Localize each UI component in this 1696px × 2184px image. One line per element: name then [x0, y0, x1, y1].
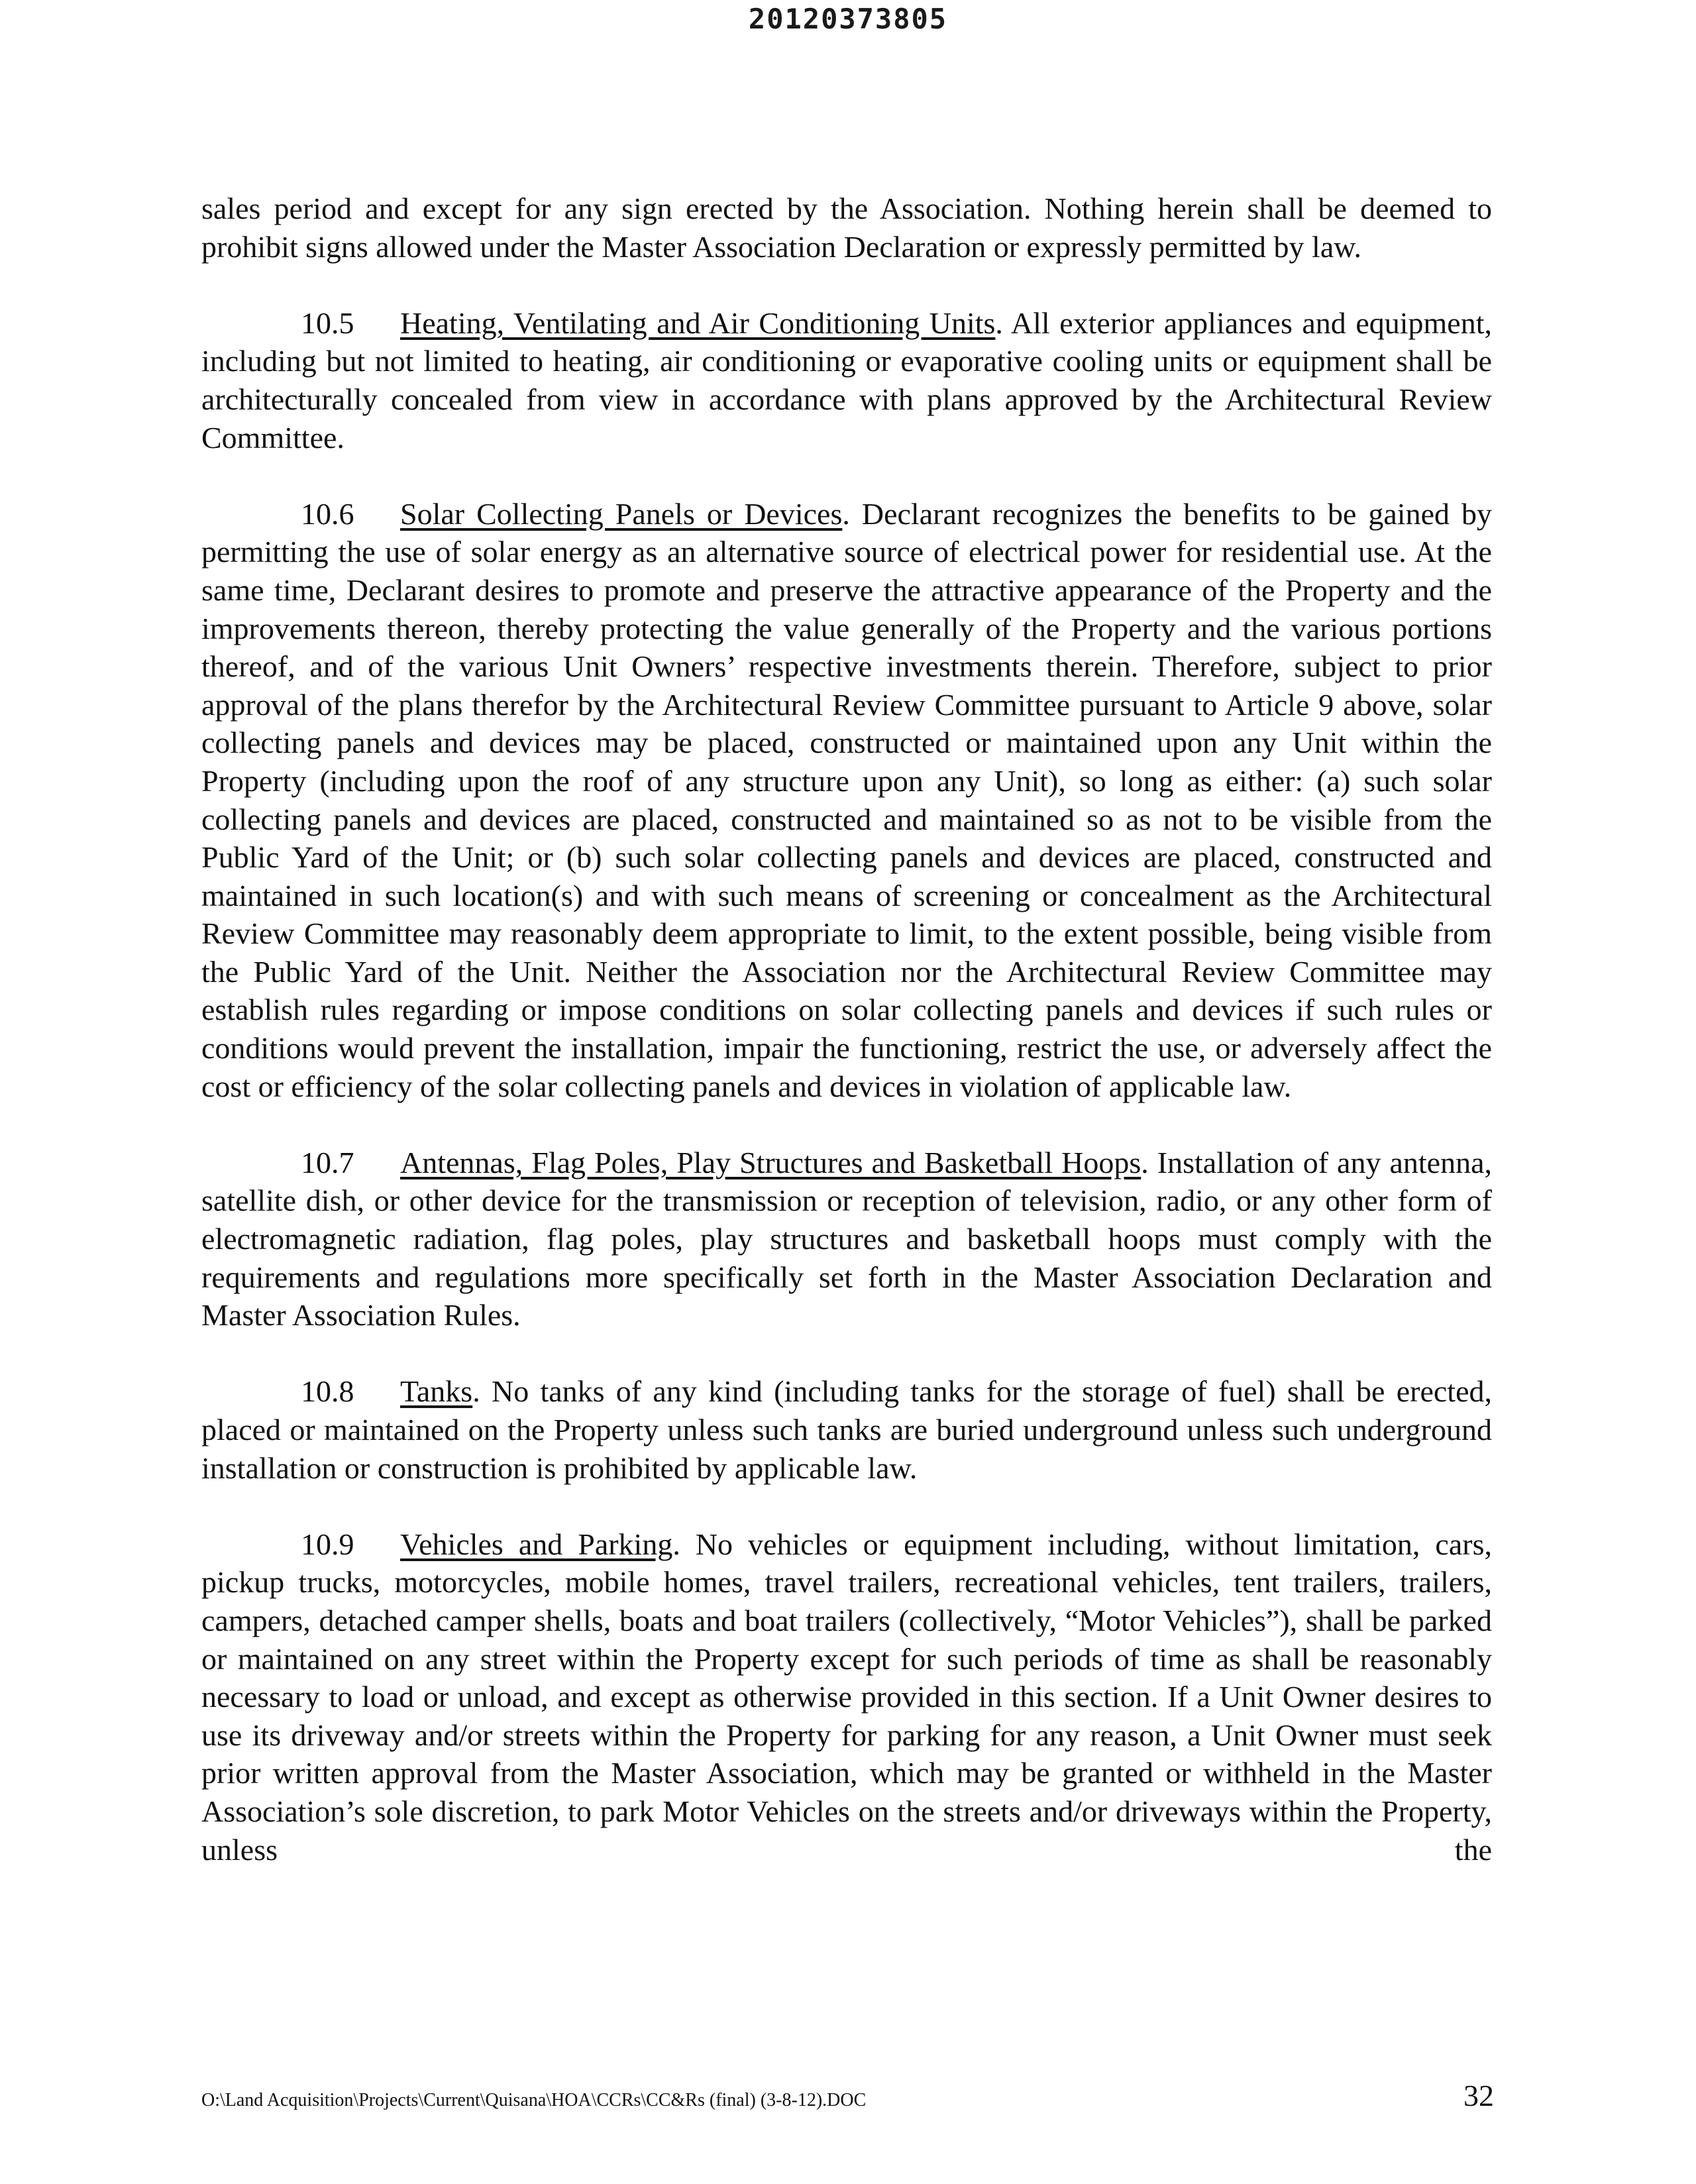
section-10-7	[201, 1144, 1492, 1335]
section-10-9	[201, 1525, 1492, 1869]
section-number: 10.8	[301, 1374, 354, 1409]
section-number: 10.5	[301, 305, 354, 340]
document-number: 20120373805	[748, 3, 948, 35]
section-text: . Declarant recognizes the benefits to be gained by permitting the use of solar energy as an alternative source of electrical power for residential use. At the same time, Declarant desires to promote and preserve the attractive appearance of the Property and the improvements thereon, thereby protecting the value generally of the Property and the various portions thereof, and of the various Unit Owners’ respective investments therein. Therefore, subject to prior approval of the plans therefor by the Architectural Review Committee pursuant to Article 9 above, solar collecting panels and devices may be placed, constructed or maintained upon any Unit within the Property (including upon the roof of any structure upon any Unit), so long as either: (a) such solar collecting panels and devices are placed, constructed and maintained so as not to be visible from the Public Yard of the Unit; or (b) such solar collecting panels and devices are placed, constructed and maintained in such location(s) and with such means of screening or concealment as the Architectural Review Committee may reasonably deem appropriate to limit, to the extent possible, being visible from the Public Yard of the Unit. Neither the Association nor the Architectural Review Committee may establish rules regarding or impose conditions on solar collecting panels and devices if such rules or conditions would prevent the installation, impair the functioning, restrict the use, or adversely affect the cost or efficiency of the solar collecting panels and devices in violation of applicable law.	[201, 496, 1493, 1103]
section-number: 10.7	[301, 1145, 354, 1179]
section-title: Tanks	[400, 1374, 473, 1409]
section-text: . No vehicles or equipment including, without limitation, cars, pickup trucks, motorcycles, mobile homes, travel trailers, recreational vehicles, tent trailers, trailers, campers, detached camper shells, boats and boat trailers (collectively, “Motor Vehicles”), shall be parked or maintained on any street within the Property except for such periods of time as shall be reasonably necessary to load or unload, and except as otherwise provided in this section. If a Unit Owner desires to use its driveway and/or streets within the Property for parking for any reason, a Unit Owner must seek prior written approval from the Master Association, which may be granted or withheld in the Master Association’s sole discretion, to park Motor Vehicles on the streets and/or driveways within the Property, unless the	[201, 1527, 1492, 1867]
section-title: Vehicles and Parking	[400, 1527, 673, 1561]
section-10-8	[201, 1372, 1492, 1487]
section-title: Antennas, Flag Poles, Play Structures and Basketball Hoops	[400, 1145, 1141, 1179]
section-text: . All exterior appliances and equipment, including but not limited to heating, air conditioning or evaporative cooling units or equipment shall be architecturally concealed from view in accordance with plans approved by the Architectural Review Committee.	[201, 305, 1493, 455]
section-number: 10.6	[301, 496, 354, 531]
footer-file-path: O:\Land Acquisition\Projects\Current\Quisana\HOA\CCRs\CC&Rs (final) (3-8-12).DOC	[201, 2090, 867, 2110]
section-title: Solar Collecting Panels or Devices	[400, 496, 843, 531]
document-body	[201, 190, 1492, 1907]
page-number: 32	[1463, 2079, 1494, 2112]
section-10-6	[201, 495, 1492, 1106]
section-number: 10.9	[301, 1527, 354, 1561]
section-text: . Installation of any antenna, satellite dish, or other device for the transmission or reception of television, radio, or any other form of electromagnetic radiation, flag poles, play structures and basketball hoops must comply with the requirements and regulations more specifically set forth in the Master Association Declaration and Master Association Rules.	[201, 1145, 1492, 1333]
section-text: . No tanks of any kind (including tanks for the storage of fuel) shall be erected, placed or maintained on the Property unless such tanks are buried underground unless such underground installation or construction is prohibited by applicable law.	[201, 1374, 1492, 1485]
section-title: Heating, Ventilating and Air Conditioning Units	[400, 305, 996, 340]
continuation-paragraph: sales period and except for any sign erected by the Association. Nothing herein shall be deemed to prohibit signs allowed under the Master Association Declaration or expressly permitted by law.	[201, 191, 1492, 264]
section-10-5	[201, 304, 1492, 457]
